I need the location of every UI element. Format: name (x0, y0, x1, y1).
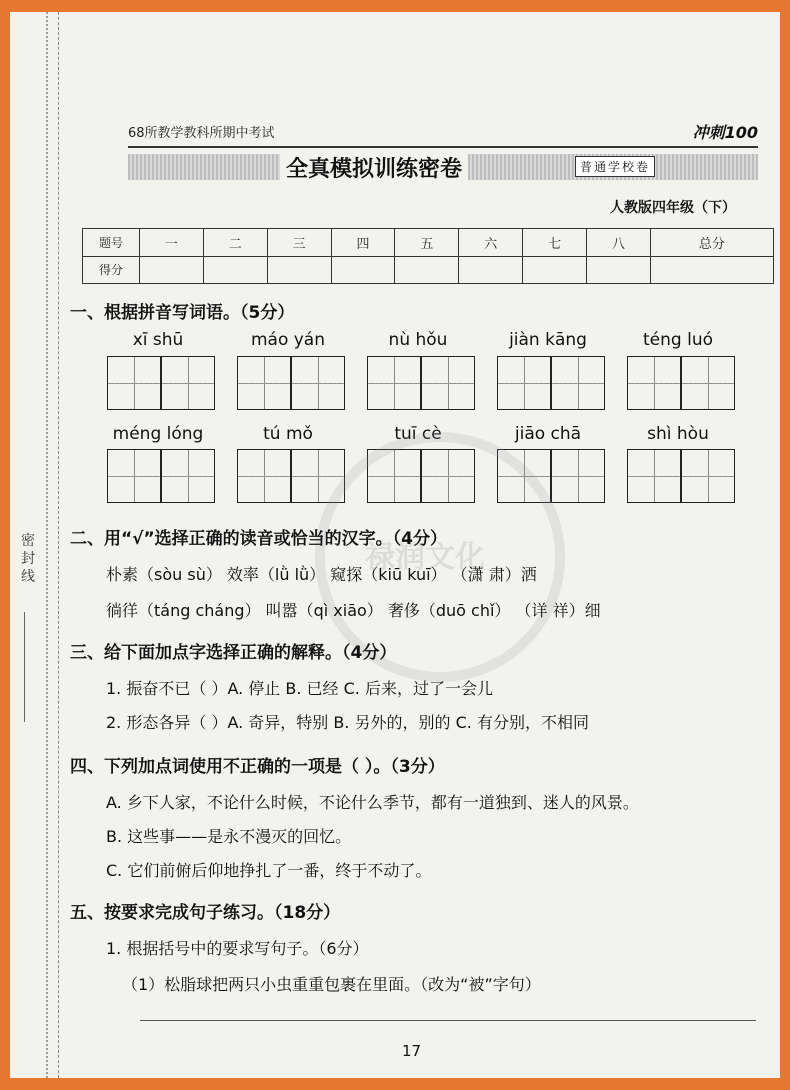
q2-line-1: 朴素（sòu sù） 效率（lǜ lǜ） 窥探（kiū kuī） （潇 肃）洒 (106, 565, 537, 584)
score-cell: 五 (395, 229, 459, 257)
q4-option-b: B. 这些事——是永不漫灭的回忆。 (106, 827, 352, 846)
score-cell: 七 (523, 229, 587, 257)
title-bar (128, 154, 758, 180)
character-box[interactable] (627, 356, 681, 410)
character-box[interactable] (107, 449, 161, 503)
exam-page (10, 12, 780, 1078)
answer-line[interactable] (140, 1020, 756, 1021)
q3-line-2: 2. 形态各异（ ）A. 奇异，特别 B. 另外的，别的 C. 有分别，不相同 (106, 713, 589, 732)
pinyin-label: jiàn kāng (509, 330, 587, 350)
q5-sub-1-1: （1）松脂球把两只小虫重重包裹在里面。（改为“被”字句） (122, 975, 541, 994)
character-box[interactable] (681, 356, 735, 410)
character-box[interactable] (291, 356, 345, 410)
score-blank[interactable] (650, 256, 773, 284)
q4-option-a: A. 乡下人家，不论什么时候，不论什么季节，都有一道独到、迷人的风景。 (106, 793, 639, 812)
score-blank[interactable] (587, 256, 651, 284)
character-box[interactable] (367, 356, 421, 410)
section-1-title: 一、根据拼音写词语。（5分） (70, 303, 295, 323)
name-blank-line (24, 612, 25, 722)
pinyin-label: téng luó (643, 330, 713, 350)
score-cell: 总分 (650, 229, 773, 257)
score-blank[interactable] (203, 256, 267, 284)
score-cell: 二 (203, 229, 267, 257)
character-box[interactable] (497, 356, 551, 410)
q5-sub-1: 1. 根据括号中的要求写句子。（6分） (106, 939, 369, 958)
score-blank[interactable] (140, 256, 204, 284)
score-blank[interactable] (331, 256, 395, 284)
pinyin-label: méng lóng (112, 424, 204, 444)
page-number: 17 (402, 1042, 422, 1060)
pinyin-label: tuī cè (394, 424, 442, 444)
binding-margin (10, 12, 59, 1078)
character-box[interactable] (551, 449, 605, 503)
brand-logo: 冲刺100 (692, 123, 758, 142)
q3-line-1: 1. 振奋不已（ ）A. 停止 B. 已经 C. 后来，过了一会儿 (106, 679, 493, 698)
score-blank[interactable] (267, 256, 331, 284)
character-box[interactable] (107, 356, 161, 410)
score-cell: 六 (459, 229, 523, 257)
character-box[interactable] (161, 356, 215, 410)
pinyin-label: xī shū (132, 330, 184, 350)
section-2-title: 二、用“√”选择正确的读音或恰当的汉字。（4分） (70, 529, 448, 549)
binding-dotted-line (46, 12, 49, 1078)
page-title: 全真模拟训练密卷 (280, 152, 468, 183)
pinyin-label: máo yán (250, 330, 326, 350)
section-5-title: 五、按要求完成句子练习。（18分） (70, 903, 341, 923)
character-box[interactable] (551, 356, 605, 410)
score-value-row (83, 256, 774, 284)
character-box[interactable] (627, 449, 681, 503)
score-blank[interactable] (395, 256, 459, 284)
score-label: 得分 (83, 256, 140, 284)
score-blank[interactable] (523, 256, 587, 284)
score-blank[interactable] (459, 256, 523, 284)
score-header-row (83, 229, 774, 257)
seal-line-text: 密封线 (21, 533, 35, 585)
character-box[interactable] (421, 356, 475, 410)
section-3-title: 三、给下面加点字选择正确的解释。（4分） (70, 643, 397, 663)
character-box[interactable] (681, 449, 735, 503)
score-cell: 三 (267, 229, 331, 257)
watermark-text: 禄润文化 (365, 540, 485, 575)
score-cell: 四 (331, 229, 395, 257)
section-4-title: 四、下列加点词使用不正确的一项是（ ）。（3分） (70, 757, 445, 777)
pinyin-label: jiāo chā (514, 424, 582, 444)
pinyin-label: shì hòu (647, 424, 709, 444)
character-box[interactable] (161, 449, 215, 503)
school-tag: 普通学校卷 (575, 156, 655, 177)
character-box[interactable] (237, 449, 291, 503)
pinyin-label: nù hǒu (388, 330, 448, 350)
score-cell: 题号 (83, 229, 140, 257)
grade-label: 人教版四年级（下） (610, 200, 736, 216)
score-table (82, 228, 774, 284)
header-top (128, 118, 758, 148)
score-cell: 八 (587, 229, 651, 257)
character-box[interactable] (237, 356, 291, 410)
q4-option-c: C. 它们前俯后仰地挣扎了一番，终于不动了。 (106, 861, 432, 880)
pinyin-label: tú mǒ (263, 424, 313, 444)
exam-org: 68所教学教科所期中考试 (128, 126, 275, 141)
q2-line-2: 徜徉（táng cháng） 叫嚣（qì xiāo） 奢侈（duō chǐ） （详 祥）细 (106, 601, 601, 620)
score-cell: 一 (140, 229, 204, 257)
